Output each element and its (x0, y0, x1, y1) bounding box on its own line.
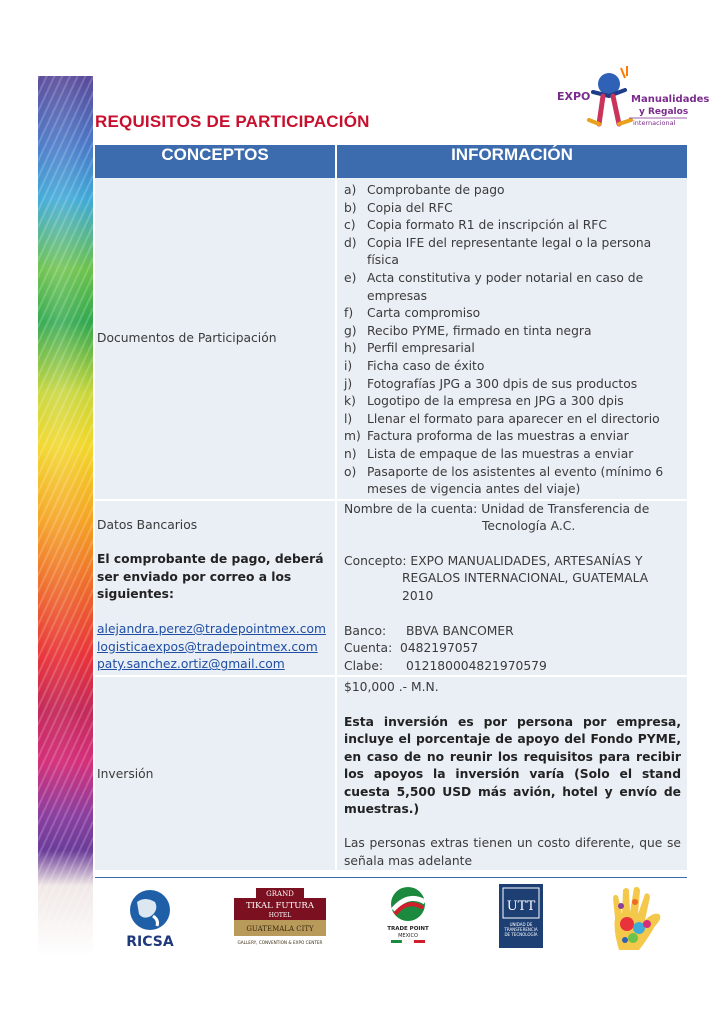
document-item-key: n) (344, 446, 357, 461)
cuenta-row (344, 640, 681, 658)
banco-value: BBVA BANCOMER (406, 623, 514, 638)
hotel-line4: GUATEMALA CITY (246, 925, 314, 933)
document-item-text: Copia del RFC (367, 200, 453, 215)
document-item-text: Copia IFE del representante legal o la persona física (367, 235, 652, 268)
document-item (344, 376, 681, 394)
page-title: REQUISITOS DE PARTICIPACIÓN (95, 112, 370, 131)
banco-label: Banco: (344, 623, 387, 638)
documentos-list (344, 182, 681, 499)
logo-line2: y Regalos (639, 107, 689, 117)
sponsor-logos (95, 884, 687, 952)
document-item (344, 217, 681, 235)
hotel-line2: TIKAL FUTURA (246, 901, 314, 911)
document-item-text: Acta constitutiva y poder notarial en caso de empresas (367, 270, 644, 303)
account-name-line2: Tecnología A.C. (482, 519, 576, 534)
row-datos-bancarios (95, 500, 687, 677)
tradepoint-line2: MEXICO (398, 933, 418, 939)
document-item (344, 235, 681, 270)
colorful-hand-logo (605, 884, 671, 952)
inversion-detail: Esta inversión es por persona por empresa, incluye el porcentaje de apoyo del Fondo PYME, en caso de no reunir los requisitos para recibir los apoyos la inversión varía (Solo el stand cuesta 5,500 USD más avión, hotel y envío de muestras.) (344, 715, 681, 817)
rainbow-fabric-highlight (38, 76, 93, 956)
document-item (344, 393, 681, 411)
footer-divider (95, 877, 687, 878)
utt-logo (499, 884, 543, 948)
document-item-text: Factura proforma de las muestras a enviar (367, 429, 629, 444)
document-item-key: i) (344, 358, 353, 373)
document-item-key: c) (344, 218, 356, 233)
document-item-text: Pasaporte de los asistentes al evento (mínimo 6 meses de vigencia antes del viaje) (367, 464, 664, 497)
document-item-key: o) (344, 464, 357, 479)
document-item-text: Lista de empaque de las muestras a enviar (367, 446, 634, 461)
utt-subtext: UNIDAD DE TRANSFERENCIA DE TECNOLOGÍA (504, 922, 538, 937)
header-informacion: INFORMACIÓN (336, 145, 687, 178)
document-item (344, 464, 681, 499)
clabe-label: Clabe: (344, 658, 384, 673)
document-item-text: Logotipo de la empresa en JPG a 300 dpis (367, 394, 624, 409)
account-name-line1: Nombre de la cuenta: Unidad de Transferencia de (344, 501, 650, 516)
clabe-row (344, 658, 681, 676)
email-link-alejandra[interactable]: alejandra.perez@tradepointmex.com (97, 622, 326, 637)
document-item-key: l) (344, 411, 353, 426)
datos-bancarios-label: Datos Bancarios (97, 517, 198, 532)
expo-manualidades-logo (553, 62, 710, 138)
payment-proof-note: El comprobante de pago, deberá ser enviado por correo a los siguientes: (97, 552, 324, 602)
clabe-value: 012180004821970579 (406, 658, 547, 673)
table-header-row (95, 145, 687, 178)
document-item-key: e) (344, 270, 357, 285)
document-item-key: k) (344, 394, 356, 409)
ricsa-logo (115, 886, 185, 950)
document-item-key: g) (344, 323, 357, 338)
hotel-line5: GALLERY, CONVENTION & EXPO CENTER (237, 940, 323, 945)
logo-line1: Manualidades (631, 94, 710, 105)
document-item (344, 428, 681, 446)
ricsa-text: RICSA (126, 934, 174, 950)
cuenta-label: Cuenta: (344, 641, 393, 656)
hotel-line1: GRAND (266, 890, 294, 898)
header-conceptos: CONCEPTOS (95, 145, 336, 178)
row-inversion (95, 676, 687, 871)
document-item-text: Llenar el formato para aparecer en el directorio (367, 411, 660, 426)
row-documentos (95, 178, 687, 500)
logo-expo-text: EXPO (557, 90, 591, 103)
document-item (344, 270, 681, 305)
document-item-key: a) (344, 183, 357, 197)
concepto-line2: REGALOS INTERNACIONAL, GUATEMALA 2010 (402, 571, 649, 604)
document-item-text: Carta compromiso (367, 306, 481, 321)
document-item-key: f) (344, 306, 354, 321)
email-link-paty[interactable]: paty.sanchez.ortiz@gmail.com (97, 657, 285, 672)
document-item-key: j) (344, 376, 353, 391)
document-item (344, 305, 681, 323)
trade-point-mexico-logo (383, 884, 433, 946)
concepto-line1: Concepto: EXPO MANUALIDADES, ARTESANÍAS Y (344, 553, 643, 568)
banco-row (344, 623, 681, 641)
document-item (344, 182, 681, 200)
document-item (344, 411, 681, 429)
document-item (344, 358, 681, 376)
document-item-key: h) (344, 341, 357, 356)
hotel-line3: HOTEL (268, 912, 292, 919)
email-link-logistica[interactable]: logisticaexpos@tradepointmex.com (97, 639, 318, 654)
inversion-extras: Las personas extras tienen un costo diferente, que se señala mas adelante (344, 836, 681, 868)
document-item-text: Fotografías JPG a 300 dpis de sus productos (367, 376, 638, 391)
document-item-key: b) (344, 200, 357, 215)
tradepoint-line1: TRADE POINT (387, 926, 429, 932)
document-item-text: Comprobante de pago (367, 183, 505, 197)
document-item (344, 446, 681, 464)
inversion-amount: $10,000 .- M.N. (344, 680, 439, 695)
document-item-text: Ficha caso de éxito (367, 358, 485, 373)
document-item (344, 340, 681, 358)
grand-tikal-futura-logo (230, 888, 330, 948)
requirements-table (95, 145, 687, 872)
inversion-label: Inversión (97, 766, 154, 781)
utt-text: UTT (506, 899, 536, 914)
document-item (344, 200, 681, 218)
document-item-key: m) (344, 429, 361, 444)
document-item (344, 323, 681, 341)
document-item-text: Perfil empresarial (367, 341, 475, 356)
document-item-text: Copia formato R1 de inscripción al RFC (367, 218, 607, 233)
document-item-text: Recibo PYME, firmado en tinta negra (367, 323, 592, 338)
cuenta-value: 0482197057 (400, 641, 479, 656)
logo-line3: internacional (633, 119, 676, 127)
documentos-label: Documentos de Participación (97, 331, 277, 346)
document-item-key: d) (344, 235, 357, 250)
